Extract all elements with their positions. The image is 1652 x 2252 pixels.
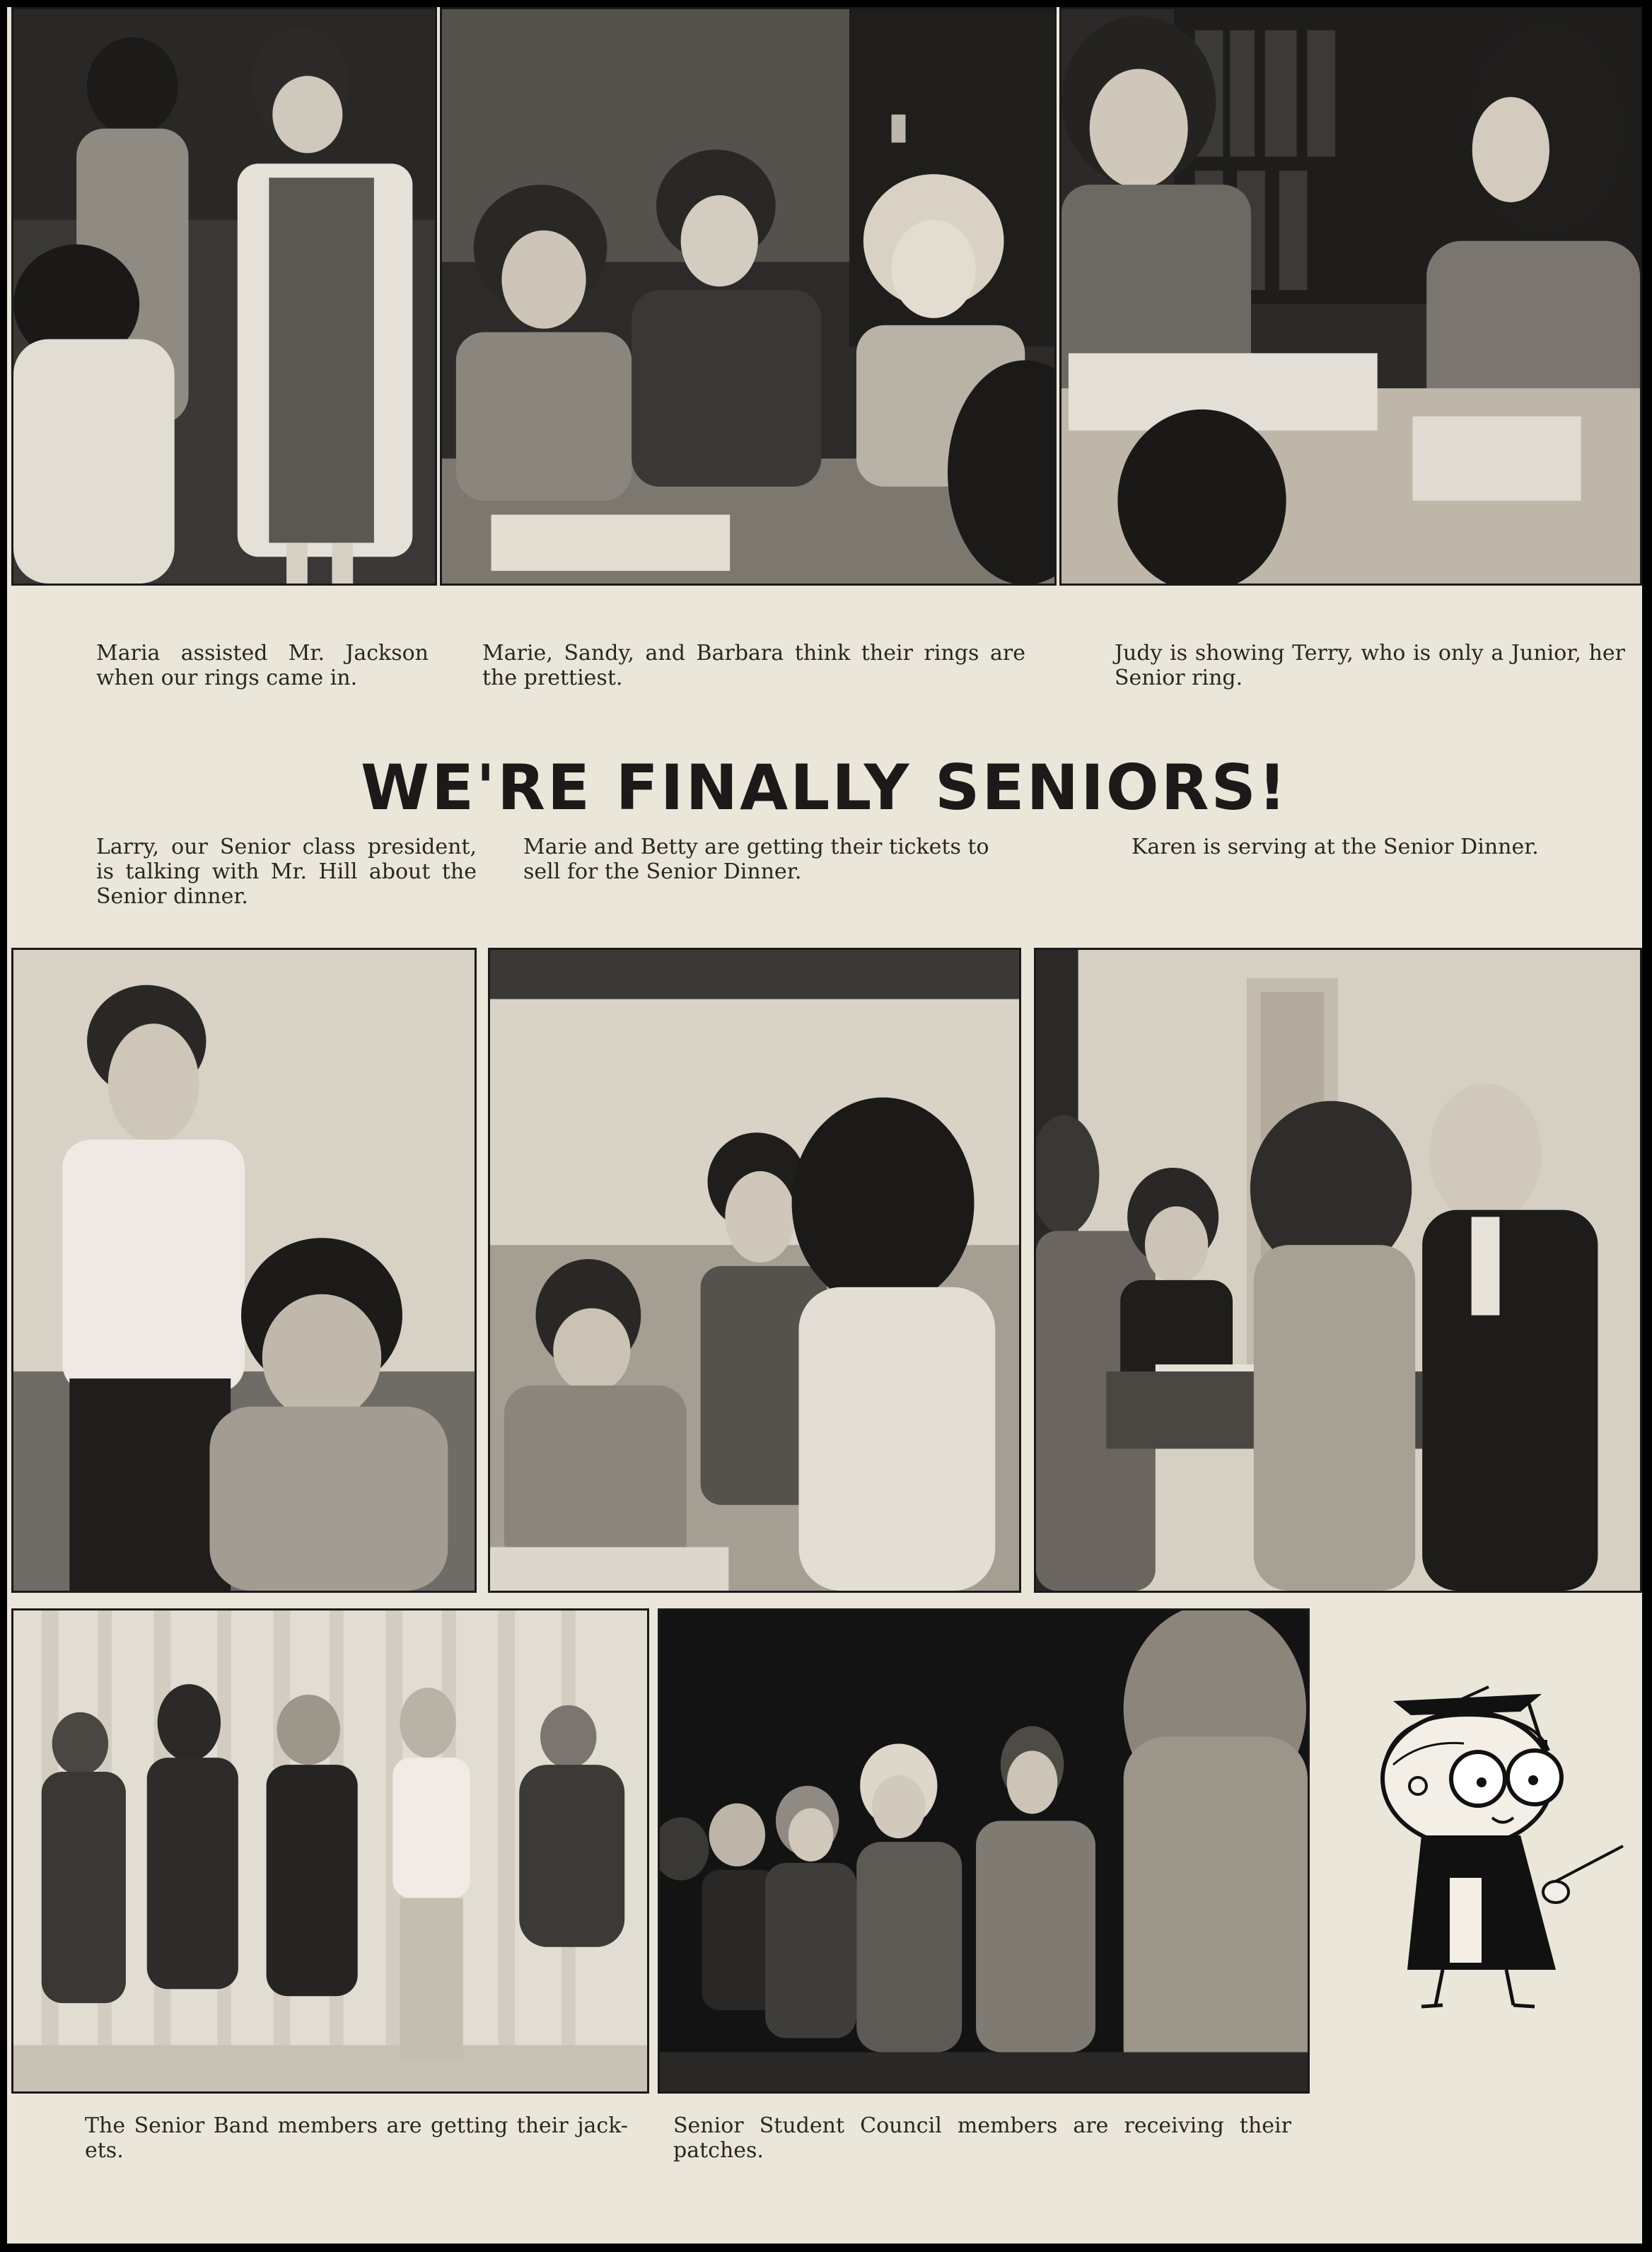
caption-dinner-serving: Karen is serving at the Senior Dinner. <box>1132 835 1539 859</box>
caption-junior-ring: Judy is showing Terry, who is only a Junior, her Senior ring. <box>1115 641 1625 690</box>
photo-rings-assist <box>11 7 437 586</box>
photo-dinner-serving <box>1034 948 1642 1593</box>
caption-dinner-tickets: Marie and Betty are getting their tickets to sell for the Senior Dinner. <box>523 835 989 884</box>
photo-junior-ring <box>1059 7 1642 586</box>
caption-band-jackets: The Senior Band members are getting their jack- ets. <box>85 2113 628 2163</box>
page-headline: WE'RE FINALLY SENIORS! <box>360 751 1289 824</box>
photo-class-president <box>11 948 477 1593</box>
photo-council-patches <box>658 1608 1310 2094</box>
yearbook-page <box>7 7 1642 2244</box>
photo-dinner-tickets <box>488 948 1021 1593</box>
caption-rings-assist: Maria assisted Mr. Jackson when our rings came in. <box>96 641 429 690</box>
photo-rings-prettiest <box>440 7 1057 586</box>
caption-class-president: Larry, our Senior class president, is talking with Mr. Hill about the Senior dinner. <box>96 835 477 909</box>
caption-rings-prettiest: Marie, Sandy, and Barbara think their rings are the prettiest. <box>482 641 1025 690</box>
photo-band-jackets <box>11 1608 649 2094</box>
graduate-mascot-illustration <box>1344 1673 1641 2012</box>
caption-council-patches: Senior Student Council members are receiving their patches. <box>673 2113 1291 2163</box>
